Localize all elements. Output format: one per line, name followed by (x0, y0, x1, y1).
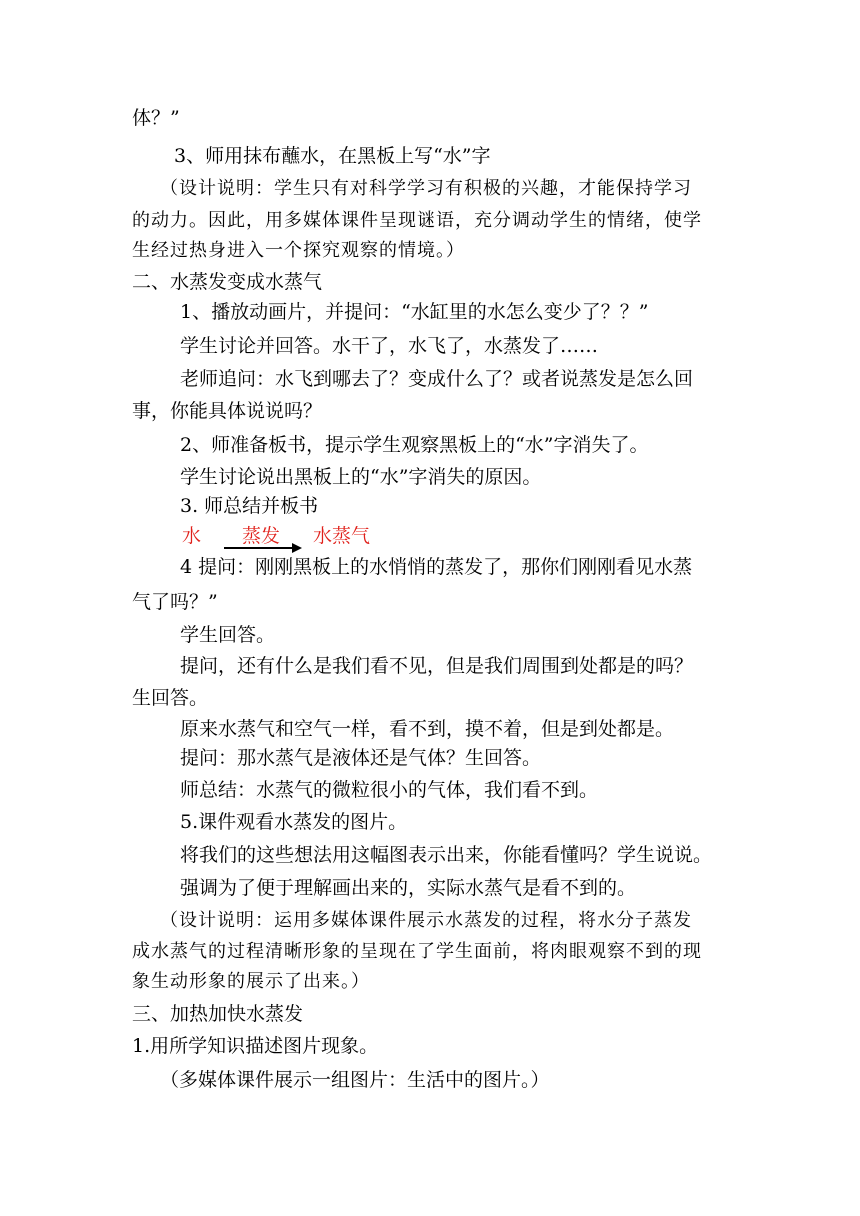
arrow-line (224, 547, 294, 549)
text-line: 2、师准备板书，提示学生观察黑板上的“水”字消失了。 (180, 434, 649, 456)
board-word-vapor: 水蒸气 (313, 525, 371, 547)
text-line: 提问，还有什么是我们看不见，但是我们周围到处都是的吗？ (180, 655, 694, 677)
text-line: 事，你能具体说说吗？ (132, 400, 323, 422)
design-note-line: 象生动形象的展示了出来。） (132, 971, 370, 992)
text-line: 学生回答。 (180, 624, 276, 646)
section-heading: 三、加热加快水蒸发 (132, 1003, 304, 1025)
text-line: 生回答。 (132, 687, 209, 709)
text-line: 将我们的这些想法用这幅图表示出来，你能看懂吗？学生说说。 (180, 844, 713, 866)
text-line: （多媒体课件展示一组图片：生活中的图片。） (160, 1069, 550, 1091)
design-note-line: （设计说明：运用多媒体课件展示水蒸发的过程，将水分子蒸发 (160, 910, 692, 931)
text-line: 气了吗？” (132, 591, 218, 613)
text-line: 3. 师总结并板书 (180, 495, 319, 517)
text-line: 师总结：水蒸气的微粒很小的气体，我们看不到。 (180, 779, 599, 801)
board-word-evaporate: 蒸发 (242, 525, 281, 547)
text-line: 5.课件观看水蒸发的图片。 (180, 811, 408, 833)
text-line: 强调为了便于理解画出来的，实际水蒸气是看不到的。 (180, 877, 637, 899)
section-heading: 二、水蒸发变成水蒸气 (132, 271, 323, 293)
design-note-line: （设计说明：学生只有对科学学习有积极的兴趣，才能保持学习 (160, 178, 692, 199)
board-word-water: 水 (182, 525, 202, 547)
text-line: 体？” (132, 107, 180, 129)
text-line: 原来水蒸气和空气一样，看不到，摸不着，但是到处都是。 (180, 718, 675, 740)
text-line: 老师追问：水飞到哪去了？变成什么了？或者说蒸发是怎么回 (180, 368, 694, 390)
design-note-line: 成水蒸气的过程清晰形象的呈现在了学生面前，将肉眼观察不到的现 (132, 941, 702, 962)
text-line: 3、师用抹布蘸水，在黑板上写“水”字 (174, 145, 491, 167)
text-line: 学生讨论说出黑板上的“水”字消失的原因。 (180, 466, 542, 488)
text-line: 提问：那水蒸气是液体还是气体？生回答。 (180, 747, 542, 769)
text-line: 学生讨论并回答。水干了，水飞了，水蒸发了…… (180, 335, 599, 357)
design-note-line: 生经过热身进入一个探究观察的情境。） (132, 240, 465, 261)
arrow-right-icon (292, 543, 302, 553)
text-line: 4 提问：刚刚黑板上的水悄悄的蒸发了，那你们刚刚看见水蒸 (180, 556, 693, 578)
text-line: 1、播放动画片，并提问：“水缸里的水怎么变少了？？” (180, 301, 649, 323)
design-note-line: 的动力。因此，用多媒体课件呈现谜语，充分调动学生的情绪，使学 (132, 210, 702, 231)
text-line: 1.用所学知识描述图片现象。 (132, 1035, 379, 1057)
